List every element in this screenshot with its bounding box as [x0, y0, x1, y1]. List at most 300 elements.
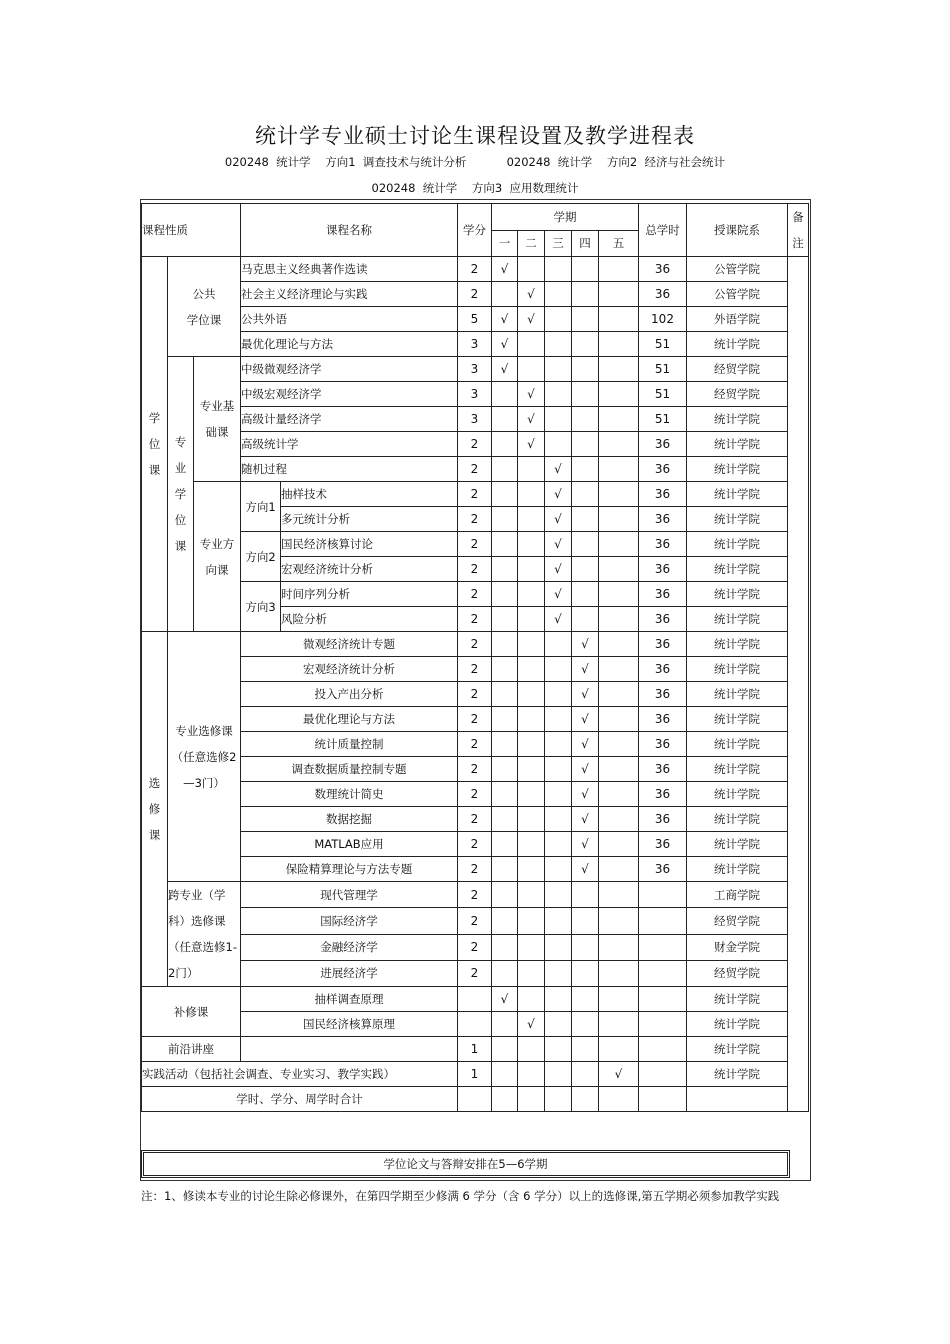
direction-3-label: 方向3	[241, 582, 281, 632]
semester-cell-1	[492, 432, 518, 457]
department-cell: 统计学院	[687, 707, 788, 732]
hours-cell: 36	[639, 757, 687, 782]
total-row	[142, 1087, 809, 1112]
group-major-degree	[168, 357, 194, 632]
semester-cell-3	[545, 934, 572, 960]
department-cell: 外语学院	[687, 307, 788, 332]
group-label-line: 选	[148, 776, 161, 790]
table-row	[142, 632, 809, 657]
semester-cell-2	[518, 807, 545, 832]
group-label-line: 专业方	[199, 536, 235, 551]
semester-cell-1	[492, 1037, 518, 1062]
header-course-name: 课程名称	[241, 204, 458, 257]
hours-cell	[639, 1037, 687, 1062]
course-name: 金融经济学	[241, 934, 458, 960]
credit-cell: 2	[458, 557, 492, 582]
semester-cell-1	[492, 782, 518, 807]
semester-cell-4	[572, 407, 599, 432]
semester-cell-5: √	[599, 1062, 639, 1087]
semester-cell-2: √	[518, 1012, 545, 1037]
semester-cell-2	[518, 657, 545, 682]
semester-cell-2	[518, 707, 545, 732]
semester-cell-5	[599, 757, 639, 782]
semester-cell-5	[599, 782, 639, 807]
semester-cell-5	[599, 857, 639, 882]
credit-cell: 2	[458, 532, 492, 557]
group-label-line: 课	[148, 828, 161, 842]
semester-cell-2	[518, 507, 545, 532]
hours-cell: 36	[639, 582, 687, 607]
credit-cell: 2	[458, 934, 492, 960]
semester-cell-2	[518, 882, 545, 908]
group-label-line: 向课	[205, 562, 229, 577]
table-row	[142, 882, 809, 908]
semester-cell-4	[572, 882, 599, 908]
hours-cell: 36	[639, 457, 687, 482]
semester-cell-3	[545, 332, 572, 357]
table-row	[142, 382, 809, 407]
semester-cell-4	[572, 557, 599, 582]
group-frontier-lectures: 前沿讲座	[142, 1037, 241, 1062]
credit-cell: 2	[458, 960, 492, 986]
credit-cell: 2	[458, 732, 492, 757]
hours-cell: 51	[639, 357, 687, 382]
semester-cell-2	[518, 557, 545, 582]
semester-cell-5	[599, 282, 639, 307]
credit-cell: 2	[458, 582, 492, 607]
semester-cell-5	[599, 908, 639, 934]
hours-cell	[639, 987, 687, 1012]
hours-cell	[639, 1062, 687, 1087]
semester-cell-3	[545, 682, 572, 707]
semester-cell-5	[599, 707, 639, 732]
semester-cell-3	[545, 908, 572, 934]
semester-cell-3	[545, 1012, 572, 1037]
course-name: 微观经济统计专题	[241, 632, 458, 657]
group-label-line: （任意选修2	[171, 749, 237, 764]
semester-cell-1	[492, 1062, 518, 1087]
semester-cell-2	[518, 1037, 545, 1062]
semester-cell-1	[492, 732, 518, 757]
hours-cell: 51	[639, 407, 687, 432]
group-label-line: （任意选修1-	[168, 940, 237, 954]
course-name: 保险精算理论与方法专题	[241, 857, 458, 882]
semester-cell-1	[492, 632, 518, 657]
table-row	[142, 807, 809, 832]
credit-cell: 2	[458, 607, 492, 632]
semester-cell-2	[518, 757, 545, 782]
table-row	[142, 934, 809, 960]
semester-cell-4	[572, 607, 599, 632]
total-cell	[639, 1087, 687, 1112]
semester-cell-1	[492, 1012, 518, 1037]
semester-cell-5	[599, 257, 639, 282]
course-name: 现代管理学	[241, 882, 458, 908]
course-name: 公共外语	[241, 307, 458, 332]
group-elective	[142, 632, 168, 987]
semester-cell-4	[572, 1012, 599, 1037]
semester-cell-1	[492, 407, 518, 432]
department-cell: 统计学院	[687, 407, 788, 432]
semester-cell-5	[599, 1012, 639, 1037]
hours-cell: 36	[639, 857, 687, 882]
semester-cell-1	[492, 908, 518, 934]
header-remarks: 备 注	[788, 204, 809, 257]
credit-cell: 2	[458, 282, 492, 307]
header-sem-1: 一	[492, 230, 518, 257]
total-cell	[458, 1087, 492, 1112]
semester-cell-3	[545, 807, 572, 832]
table-row	[142, 357, 809, 382]
semester-cell-4	[572, 307, 599, 332]
table-row	[142, 832, 809, 857]
semester-cell-2	[518, 257, 545, 282]
semester-cell-3	[545, 632, 572, 657]
semester-cell-2	[518, 934, 545, 960]
group-label-line: 学位课	[186, 312, 222, 327]
total-cell	[545, 1087, 572, 1112]
semester-cell-3	[545, 707, 572, 732]
semester-cell-2: √	[518, 307, 545, 332]
semester-cell-5	[599, 357, 639, 382]
total-cell	[518, 1087, 545, 1112]
semester-cell-4	[572, 482, 599, 507]
semester-cell-3	[545, 1037, 572, 1062]
semester-cell-3	[545, 432, 572, 457]
semester-cell-3	[545, 1062, 572, 1087]
group-major-basic	[194, 357, 241, 482]
semester-cell-5	[599, 882, 639, 908]
group-label-line: 科）选修课	[168, 914, 226, 928]
credit-cell: 2	[458, 507, 492, 532]
group-cross-elective	[168, 882, 241, 987]
group-label-line: 专	[174, 435, 187, 449]
semester-cell-2: √	[518, 382, 545, 407]
semester-cell-3	[545, 257, 572, 282]
course-name: 随机过程	[241, 457, 458, 482]
semester-cell-4	[572, 582, 599, 607]
semester-cell-2	[518, 482, 545, 507]
semester-cell-3: √	[545, 457, 572, 482]
page-title: 统计学专业硕士讨论生课程设置及教学进程表	[255, 124, 695, 148]
department-cell: 统计学院	[687, 782, 788, 807]
course-name: 抽样技术	[281, 482, 458, 507]
semester-cell-2	[518, 332, 545, 357]
header-department: 授课院系	[687, 204, 788, 257]
semester-cell-4	[572, 382, 599, 407]
group-label-line: —3门）	[183, 775, 225, 790]
department-cell: 统计学院	[687, 507, 788, 532]
group-label-line: 公共	[192, 286, 216, 301]
semester-cell-3	[545, 960, 572, 986]
department-cell: 工商学院	[687, 882, 788, 908]
hours-cell	[639, 882, 687, 908]
semester-cell-2	[518, 582, 545, 607]
group-degree-courses	[142, 257, 168, 632]
group-major-elective	[168, 632, 241, 882]
semester-cell-1	[492, 532, 518, 557]
department-cell: 统计学院	[687, 857, 788, 882]
course-name: 时间序列分析	[281, 582, 458, 607]
course-name: 最优化理论与方法	[241, 332, 458, 357]
hours-cell	[639, 1012, 687, 1037]
department-cell: 统计学院	[687, 632, 788, 657]
semester-cell-1	[492, 457, 518, 482]
direction-1-label: 方向1	[241, 482, 281, 532]
semester-cell-1	[492, 882, 518, 908]
semester-cell-2	[518, 682, 545, 707]
program-line-1: 020248 统计学 方向1 调查技术与统计分析 020248 统计学 方向2 经济与社会统计	[224, 155, 726, 169]
hours-cell: 36	[639, 707, 687, 732]
table-row	[142, 1062, 809, 1087]
semester-cell-3	[545, 757, 572, 782]
table-row	[142, 532, 809, 557]
total-cell	[687, 1087, 788, 1112]
hours-cell: 51	[639, 382, 687, 407]
group-label-line: 础课	[205, 425, 229, 439]
course-name: 马克思主义经典著作选读	[241, 257, 458, 282]
credit-cell: 2	[458, 908, 492, 934]
semester-cell-2	[518, 960, 545, 986]
semester-cell-5	[599, 934, 639, 960]
semester-cell-3: √	[545, 607, 572, 632]
semester-cell-4: √	[572, 757, 599, 782]
semester-cell-5	[599, 457, 639, 482]
semester-cell-2	[518, 1062, 545, 1087]
table-row	[142, 307, 809, 332]
table-row	[142, 457, 809, 482]
semester-cell-4: √	[572, 707, 599, 732]
semester-cell-3	[545, 357, 572, 382]
department-cell: 统计学院	[687, 332, 788, 357]
course-name: 数理统计简史	[241, 782, 458, 807]
semester-cell-4	[572, 532, 599, 557]
semester-cell-4	[572, 457, 599, 482]
department-cell: 统计学院	[687, 682, 788, 707]
credit-cell: 2	[458, 657, 492, 682]
credit-cell	[458, 987, 492, 1012]
direction-2-label: 方向2	[241, 532, 281, 582]
semester-cell-4	[572, 357, 599, 382]
semester-cell-3	[545, 282, 572, 307]
table-row	[142, 682, 809, 707]
semester-cell-5	[599, 582, 639, 607]
semester-cell-4	[572, 257, 599, 282]
credit-cell: 3	[458, 382, 492, 407]
department-cell: 统计学院	[687, 482, 788, 507]
program-line-2: 020248 统计学 方向3 应用数理统计	[371, 181, 579, 195]
semester-cell-4	[572, 960, 599, 986]
semester-cell-2	[518, 908, 545, 934]
hours-cell	[639, 934, 687, 960]
credit-cell: 2	[458, 782, 492, 807]
semester-cell-1: √	[492, 257, 518, 282]
semester-cell-5	[599, 682, 639, 707]
credit-cell: 2	[458, 457, 492, 482]
semester-cell-1	[492, 482, 518, 507]
department-cell: 经贸学院	[687, 357, 788, 382]
semester-cell-4	[572, 282, 599, 307]
semester-cell-3	[545, 857, 572, 882]
hours-cell: 36	[639, 507, 687, 532]
credit-cell: 2	[458, 857, 492, 882]
department-cell: 统计学院	[687, 582, 788, 607]
semester-cell-1	[492, 807, 518, 832]
department-cell: 统计学院	[687, 1012, 788, 1037]
hours-cell: 36	[639, 482, 687, 507]
semester-cell-4: √	[572, 657, 599, 682]
semester-cell-4: √	[572, 807, 599, 832]
department-cell: 统计学院	[687, 657, 788, 682]
department-cell: 统计学院	[687, 832, 788, 857]
group-label-line: 位	[148, 437, 161, 451]
group-label-line: 位	[174, 513, 187, 527]
course-name: 国际经济学	[241, 908, 458, 934]
course-name: 投入产出分析	[241, 682, 458, 707]
semester-cell-2	[518, 457, 545, 482]
credit-cell: 2	[458, 707, 492, 732]
footnote: 注：1、修读本专业的讨论生除必修课外，在第四学期至少修满 6 学分（含 6 学分）以上的选修课,第五学期必须参加教学实践	[141, 1189, 780, 1203]
hours-cell: 36	[639, 782, 687, 807]
group-label-line: 2门）	[168, 966, 199, 980]
hours-cell: 36	[639, 632, 687, 657]
semester-cell-1	[492, 657, 518, 682]
semester-cell-4	[572, 908, 599, 934]
table-row	[142, 657, 809, 682]
semester-cell-3	[545, 987, 572, 1012]
semester-cell-1	[492, 682, 518, 707]
table-row	[142, 987, 809, 1012]
course-name: 中级微观经济学	[241, 357, 458, 382]
department-cell: 统计学院	[687, 607, 788, 632]
semester-cell-5	[599, 407, 639, 432]
semester-cell-3	[545, 307, 572, 332]
course-name: 宏观经济统计分析	[241, 657, 458, 682]
department-cell: 统计学院	[687, 532, 788, 557]
semester-cell-5	[599, 307, 639, 332]
hours-cell: 36	[639, 657, 687, 682]
hours-cell: 36	[639, 807, 687, 832]
group-label-line: 跨专业（学	[168, 888, 226, 902]
semester-cell-4	[572, 934, 599, 960]
semester-cell-1: √	[492, 357, 518, 382]
course-name: 数据挖掘	[241, 807, 458, 832]
semester-cell-5	[599, 732, 639, 757]
course-name	[241, 1037, 458, 1062]
header-sem-5: 五	[599, 230, 639, 257]
semester-cell-5	[599, 607, 639, 632]
semester-cell-4: √	[572, 682, 599, 707]
semester-cell-4	[572, 332, 599, 357]
credit-cell: 2	[458, 257, 492, 282]
hours-cell: 36	[639, 607, 687, 632]
department-cell: 统计学院	[687, 1037, 788, 1062]
credit-cell: 2	[458, 807, 492, 832]
semester-cell-2: √	[518, 407, 545, 432]
semester-cell-5	[599, 507, 639, 532]
course-name: 调查数据质量控制专题	[241, 757, 458, 782]
semester-cell-1: √	[492, 332, 518, 357]
semester-cell-1	[492, 507, 518, 532]
semester-cell-3: √	[545, 557, 572, 582]
department-cell: 经贸学院	[687, 960, 788, 986]
department-cell: 经贸学院	[687, 908, 788, 934]
semester-cell-1: √	[492, 307, 518, 332]
semester-cell-5	[599, 960, 639, 986]
credit-cell: 3	[458, 357, 492, 382]
semester-cell-5	[599, 807, 639, 832]
group-label-line: 修	[148, 802, 161, 816]
table-row	[142, 732, 809, 757]
semester-cell-1	[492, 582, 518, 607]
table-row	[142, 960, 809, 986]
header-sem-3: 三	[545, 230, 572, 257]
semester-cell-3	[545, 657, 572, 682]
department-cell: 统计学院	[687, 1062, 788, 1087]
credit-cell	[458, 1012, 492, 1037]
hours-cell: 36	[639, 432, 687, 457]
group-label-line: 专业基	[199, 399, 235, 413]
semester-cell-4: √	[572, 857, 599, 882]
credit-cell: 2	[458, 882, 492, 908]
semester-cell-5	[599, 657, 639, 682]
table-row	[142, 257, 809, 282]
department-cell: 统计学院	[687, 987, 788, 1012]
group-major-direction	[194, 482, 241, 632]
group-public-degree	[168, 257, 241, 357]
table-row	[142, 332, 809, 357]
semester-cell-1	[492, 607, 518, 632]
total-row-label: 学时、学分、周学时合计	[142, 1087, 458, 1112]
header-semester: 学期	[492, 204, 639, 231]
table-row	[142, 1037, 809, 1062]
table-row	[142, 282, 809, 307]
hours-cell: 51	[639, 332, 687, 357]
semester-cell-1	[492, 557, 518, 582]
hours-cell: 36	[639, 282, 687, 307]
group-label-line: 业	[174, 461, 187, 475]
department-cell: 经贸学院	[687, 382, 788, 407]
semester-cell-5	[599, 482, 639, 507]
header-sem-2: 二	[518, 230, 545, 257]
semester-cell-2	[518, 987, 545, 1012]
semester-cell-2	[518, 532, 545, 557]
group-label-line: 学	[174, 487, 187, 501]
credit-cell: 1	[458, 1062, 492, 1087]
semester-cell-2	[518, 857, 545, 882]
semester-cell-1	[492, 382, 518, 407]
course-name: 多元统计分析	[281, 507, 458, 532]
semester-cell-4: √	[572, 782, 599, 807]
course-name: MATLAB应用	[241, 832, 458, 857]
semester-cell-4: √	[572, 632, 599, 657]
credit-cell: 2	[458, 682, 492, 707]
remarks-column	[788, 257, 809, 1112]
semester-cell-4	[572, 432, 599, 457]
semester-cell-3	[545, 832, 572, 857]
semester-cell-1	[492, 832, 518, 857]
table-row	[142, 582, 809, 607]
course-name: 风险分析	[281, 607, 458, 632]
semester-cell-3: √	[545, 507, 572, 532]
credit-cell: 2	[458, 482, 492, 507]
semester-cell-5	[599, 987, 639, 1012]
department-cell: 财金学院	[687, 934, 788, 960]
group-label-line: 课	[174, 539, 187, 553]
credit-cell: 2	[458, 832, 492, 857]
header-sem-4: 四	[572, 230, 599, 257]
group-label-line: 专业选修课	[175, 723, 233, 738]
